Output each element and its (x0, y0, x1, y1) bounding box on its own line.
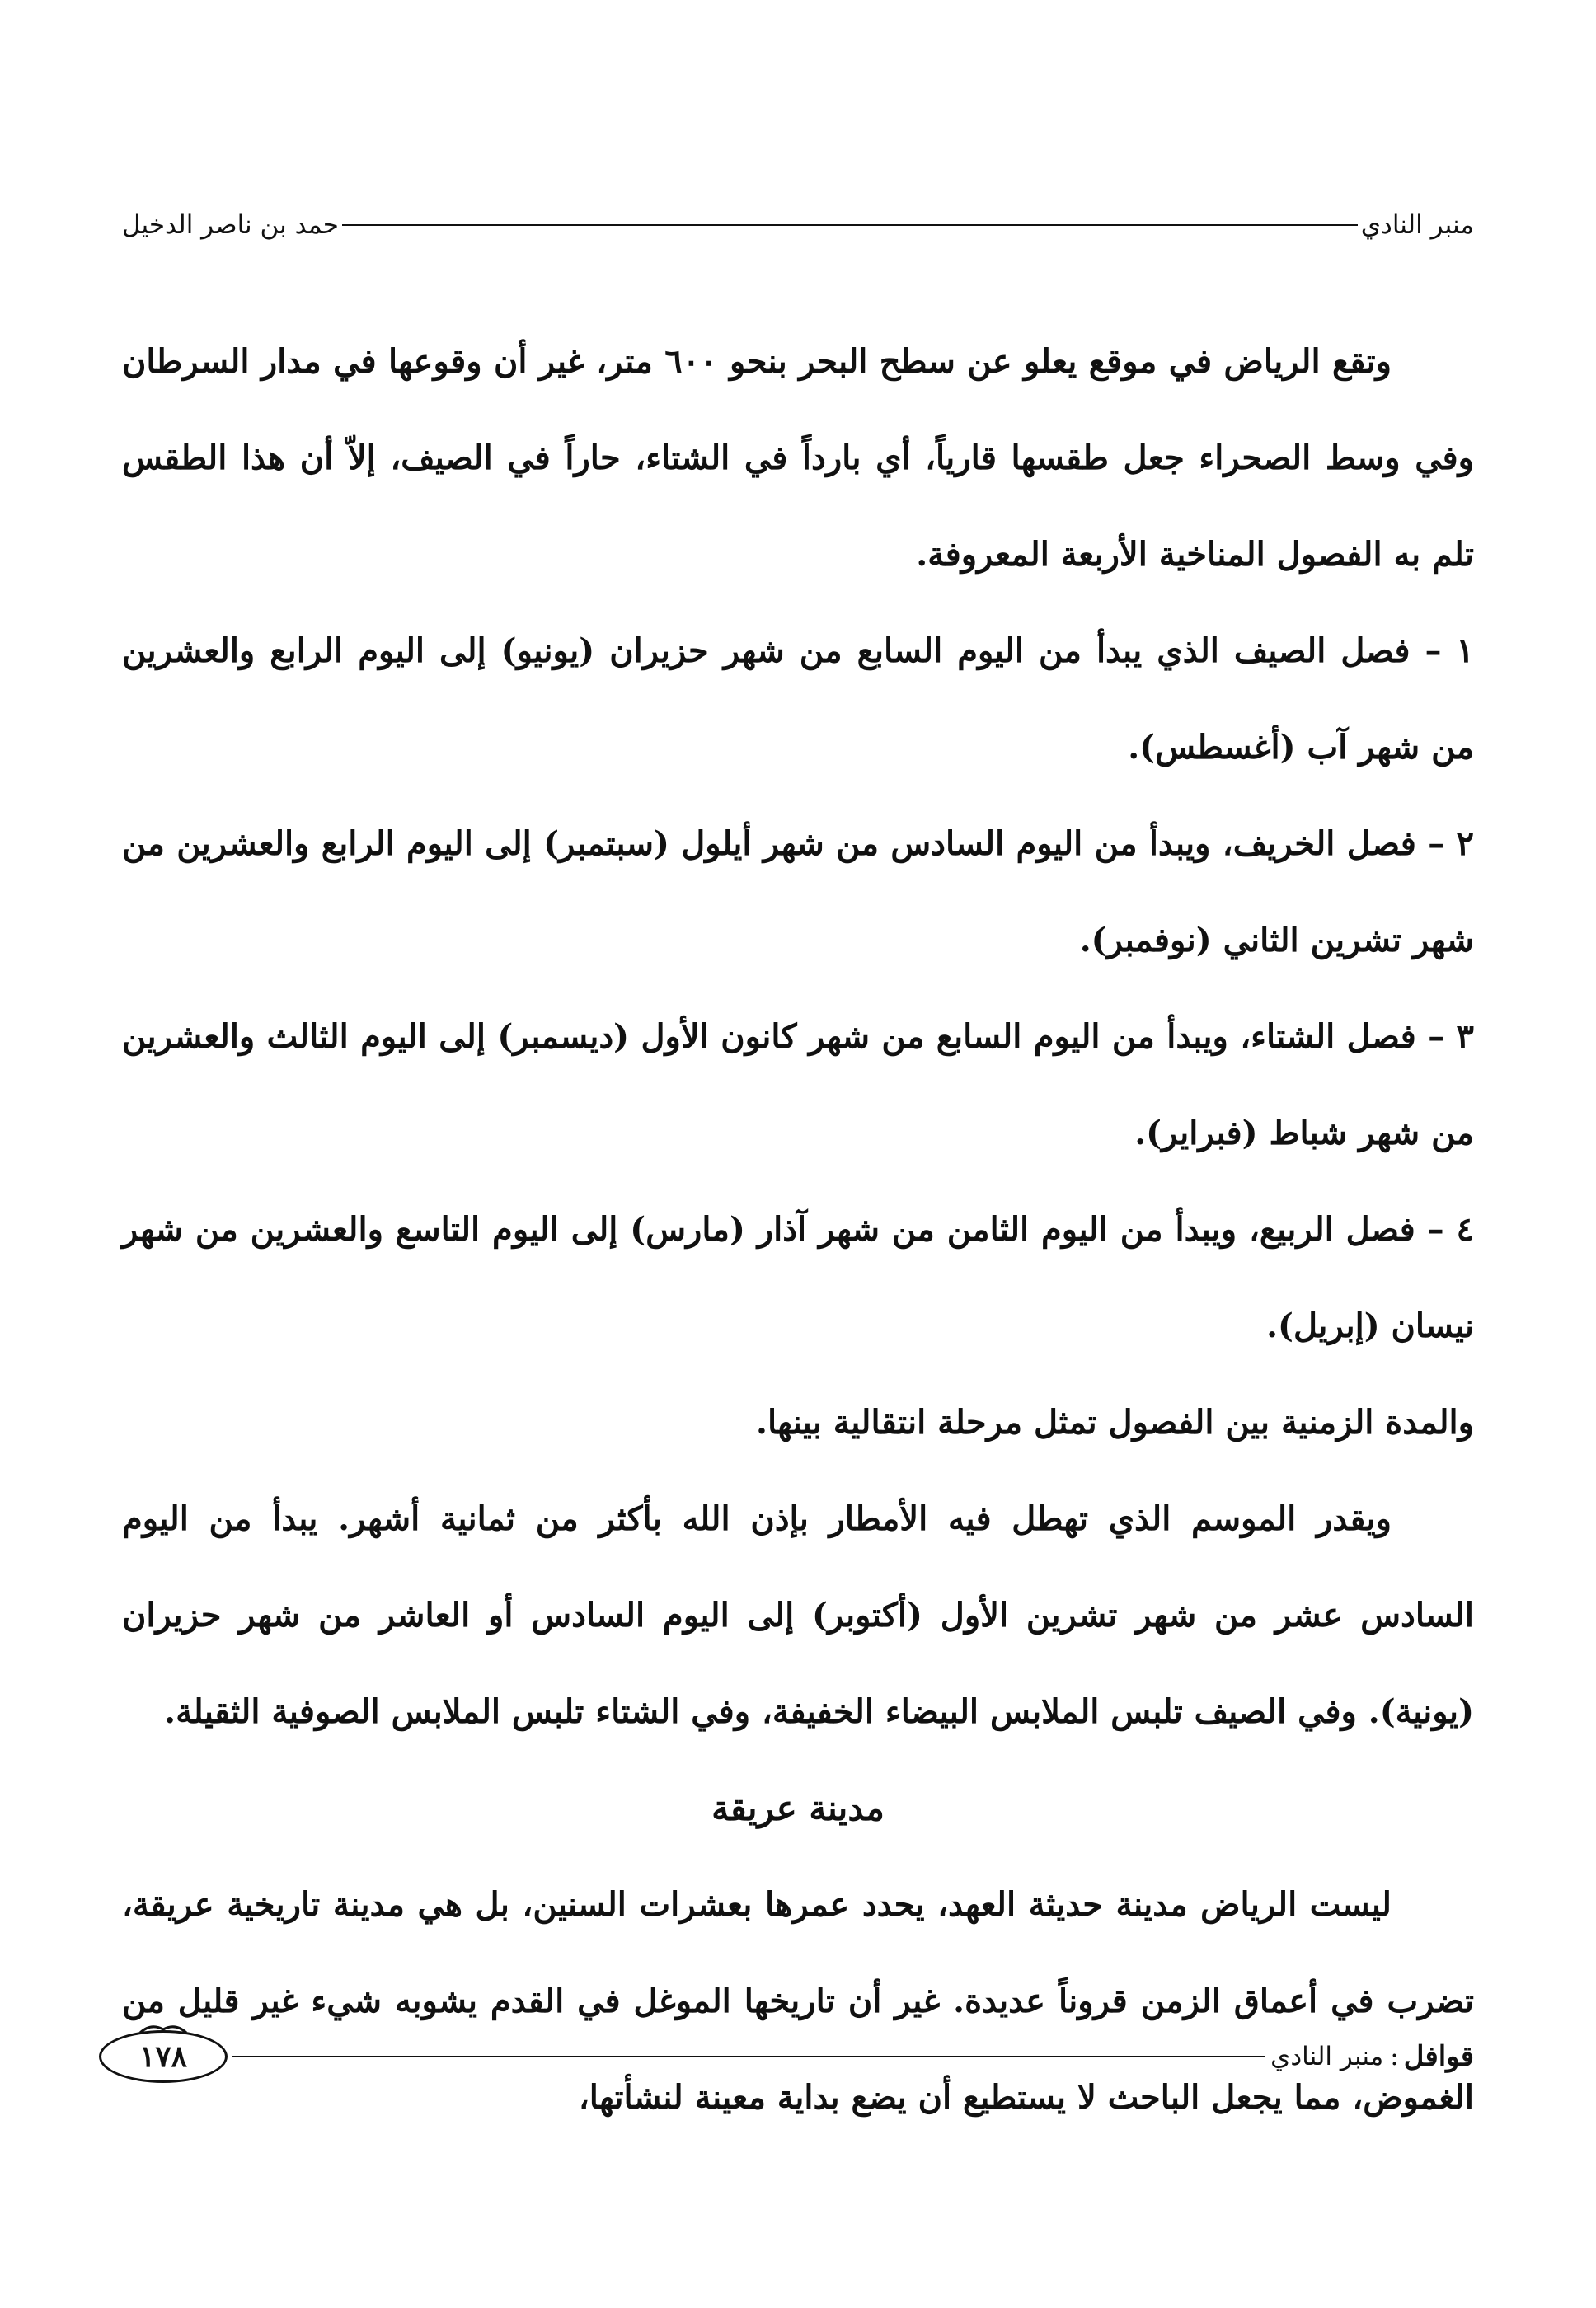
list-item-summer: ١ – فصل الصيف الذي يبدأ من اليوم السابع من شهر حزيران (يونيو) إلى اليوم الرابع والعشرين من شهر آب (أغسطس). (122, 631, 1474, 767)
paragraph-transition: والمدة الزمنية بين الفصول تمثل مرحلة انتقالية بينها. (756, 1403, 1474, 1442)
list-item-autumn: ٢ – فصل الخريف، ويبدأ من اليوم السادس من شهر أيلول (سبتمبر) إلى اليوم الرابع والعشرين من شهر تشرين الثاني (نوفمبر). (122, 824, 1474, 959)
header-rule (342, 224, 1358, 226)
footer-rule (232, 2056, 1265, 2057)
page-number: ١٧٨ (139, 2039, 188, 2074)
ornament-icon (138, 2023, 188, 2034)
running-header (122, 204, 1474, 246)
paragraph-climate: وتقع الرياض في موقع يعلو عن سطح البحر بنحو ٦٠٠ متر، غير أن وقوعها في مدار السرطان وفي وسط الصحراء جعل طقسها قارياً، أي بارداً في الشتاء، حاراً في الصيف، إلاّ أن هذا الطقس تلم به الفصول المناخية الأربعة المعروفة. (122, 342, 1474, 574)
paragraph-rain-season: ويقدر الموسم الذي تهطل فيه الأمطار بإذن الله بأكثر من ثمانية أشهر. يبدأ من اليوم السادس عشر من شهر تشرين الأول (أكتوبر) إلى اليوم السادس أو العاشر من شهر حزيران (يونية). وفي الصيف تلبس الملابس البيضاء الخفيفة، وفي الشتاء تلبس الملابس الصوفية الثقيلة. (122, 1499, 1475, 1731)
header-author: حمد بن ناصر الدخيل (122, 210, 339, 240)
footer-separator: : (1390, 2042, 1399, 2071)
header-section-title: منبر النادي (1360, 210, 1474, 240)
running-footer (99, 2028, 1474, 2085)
footer-section-title: منبر النادي (1270, 2042, 1384, 2071)
footer-journal-name: قوافل (1403, 2040, 1474, 2073)
page-number-badge (99, 2030, 228, 2083)
list-item-winter: ٣ – فصل الشتاء، ويبدأ من اليوم السابع من شهر كانون الأول (ديسمبر) إلى اليوم الثالث والعشرين من شهر شباط (فبراير). (122, 1017, 1474, 1152)
section-heading: مدينة عريقة (711, 1788, 885, 1828)
paragraph-ancient-city: ليست الرياض مدينة حديثة العهد، يحدد عمرها بعشرات السنين، بل هي مدينة تاريخية عريقة، تضرب في أعماق الزمن قروناً عديدة. غير أن تاريخها الموغل في القدم يشوبه شيء غير قليل من الغموض، مما يجعل الباحث لا يستطيع أن يضع بداية معينة لنشأتها، (122, 1885, 1474, 2117)
list-item-spring: ٤ – فصل الربيع، ويبدأ من اليوم الثامن من شهر آذار (مارس) إلى اليوم التاسع والعشرين من شهر نيسان (إبريل). (122, 1210, 1474, 1345)
article-body (122, 313, 1474, 2146)
